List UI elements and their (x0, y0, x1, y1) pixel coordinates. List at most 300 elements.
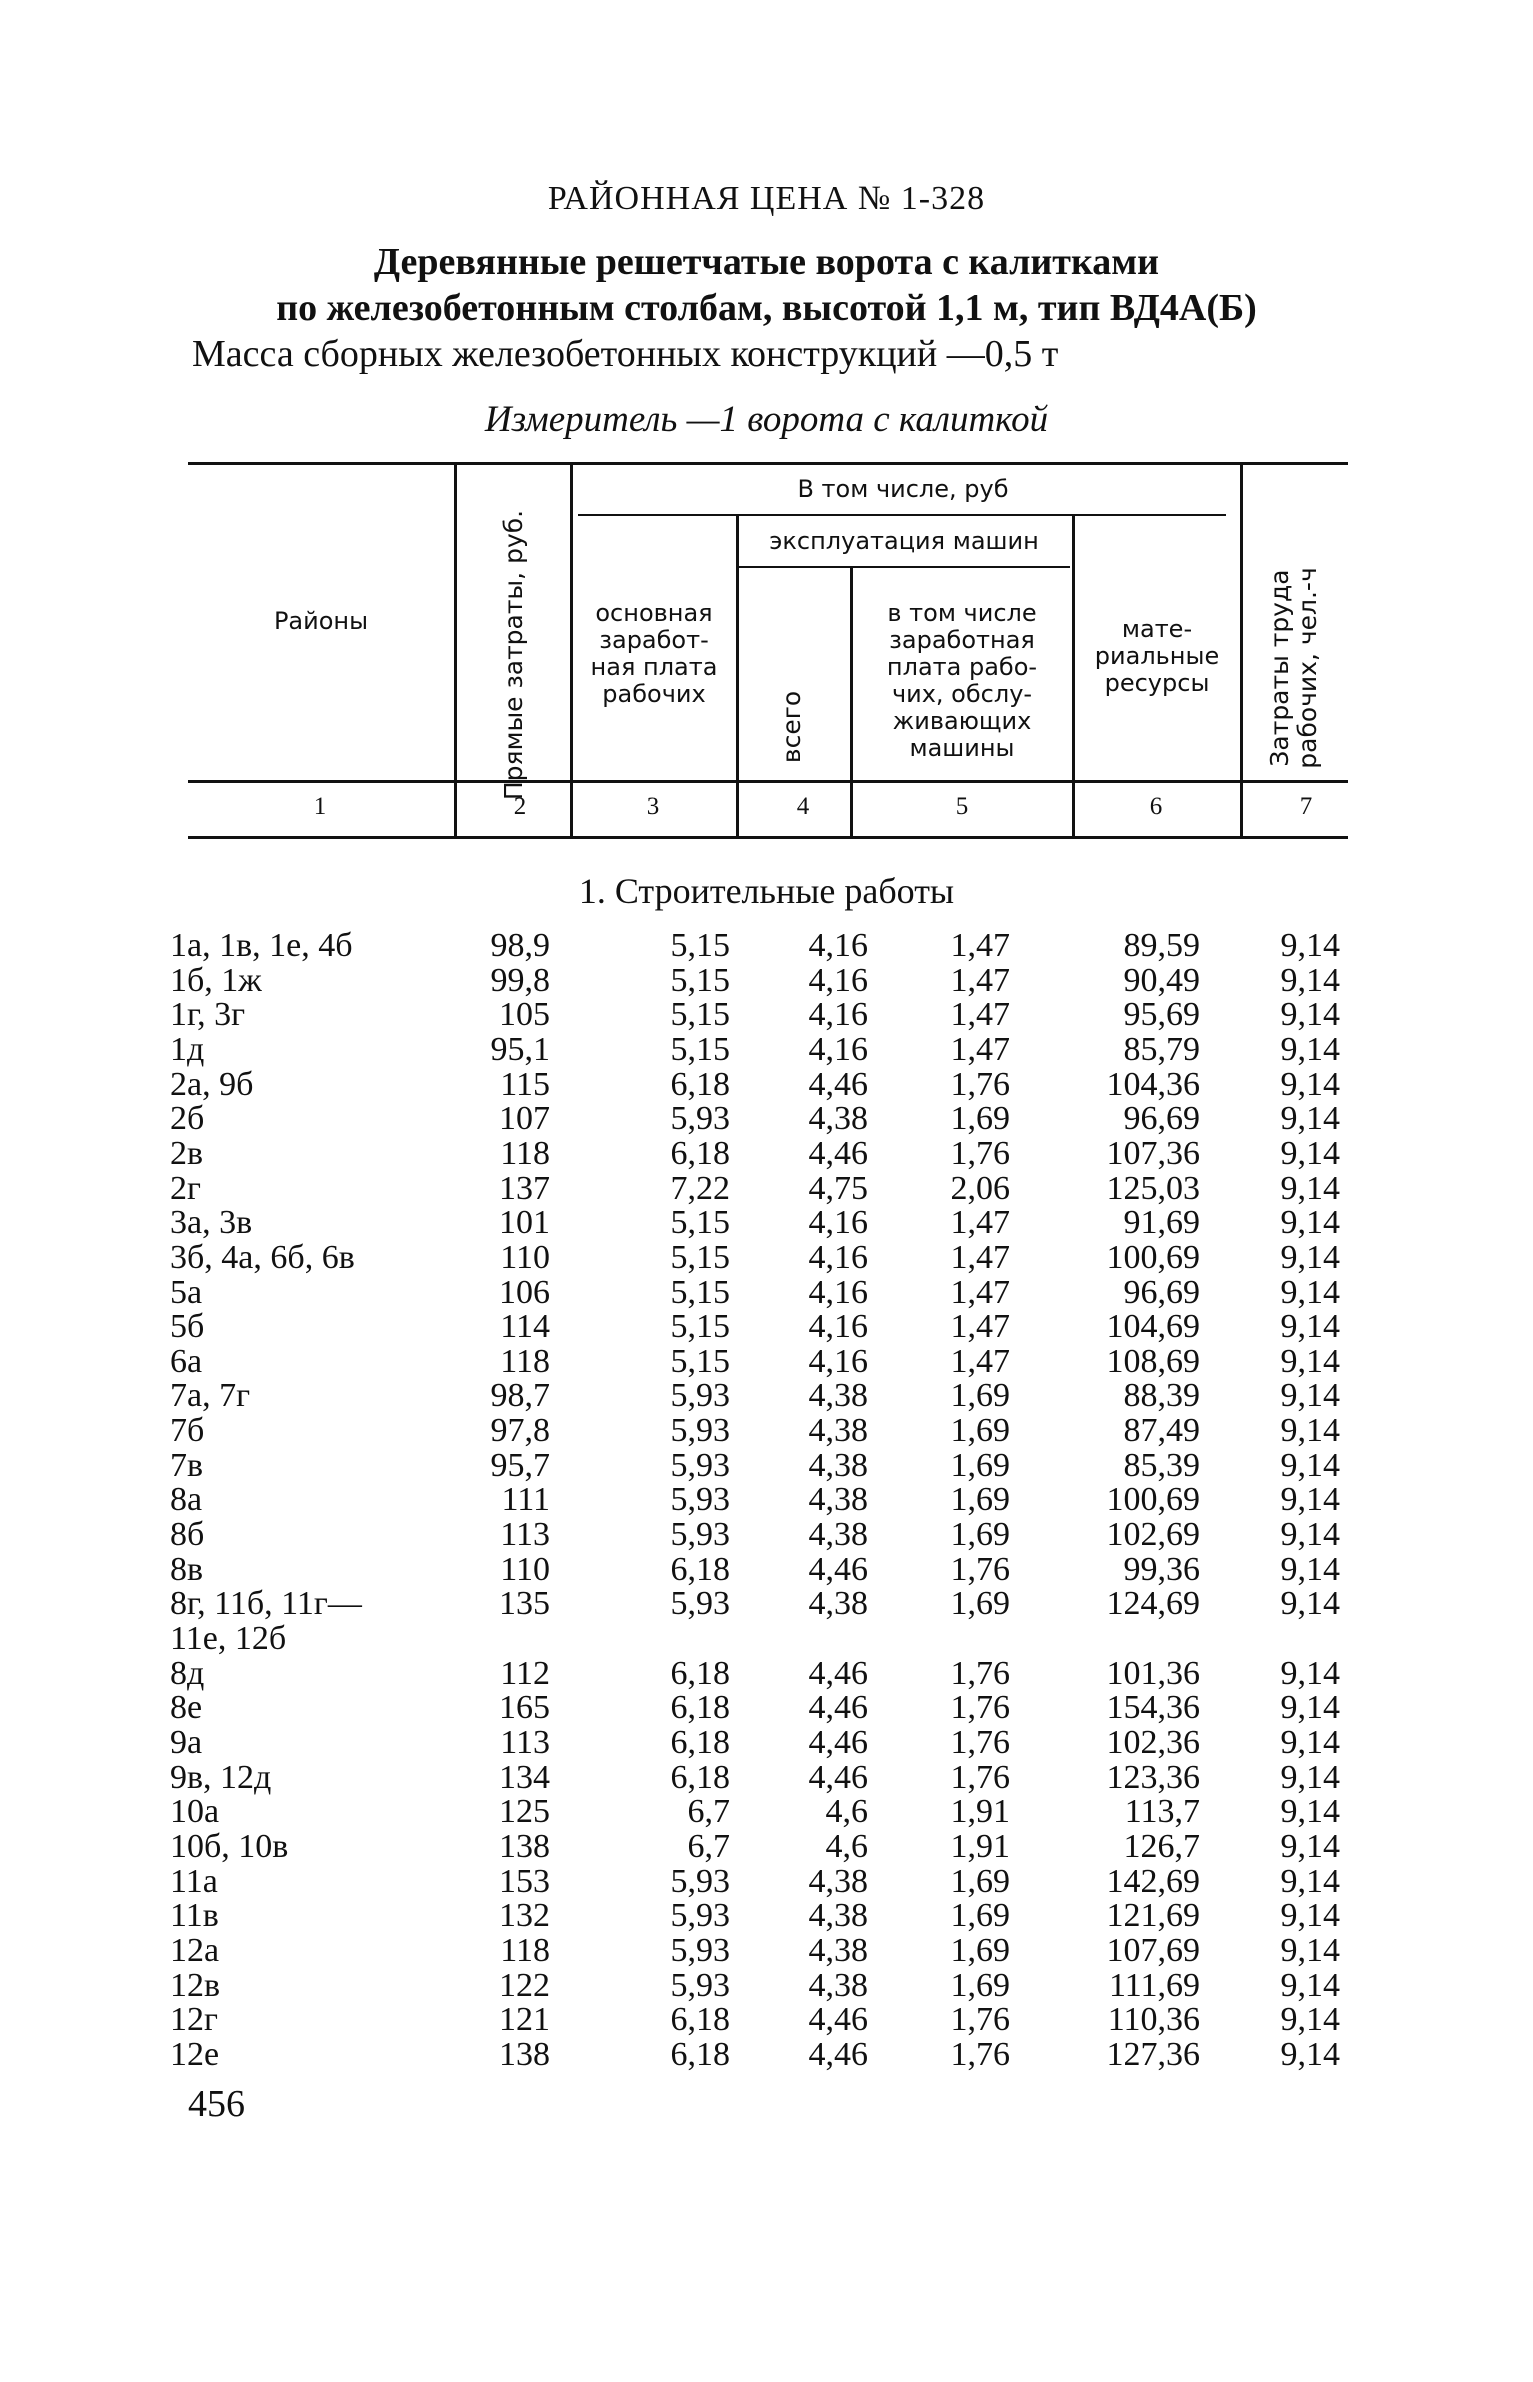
cell-machine-total: 4,38 (808, 1931, 868, 1969)
cell-materials: 102,69 (1106, 1516, 1200, 1554)
cell-direct-cost: 153 (499, 1862, 550, 1900)
cell-labor: 9,14 (1280, 1134, 1340, 1172)
cell-direct-cost: 95,7 (490, 1446, 550, 1484)
cell-machine-total: 4,46 (808, 1723, 868, 1761)
cell-district: 9а (170, 1723, 203, 1761)
cell-district: 7в (170, 1446, 204, 1484)
cell-materials: 110,36 (1107, 2001, 1200, 2039)
vtch-line-2: заработная (889, 626, 1035, 654)
table-row (0, 1931, 1533, 1969)
header-v-tom-chisle-zarplata (852, 600, 1072, 762)
cell-district: 9в, 12д (170, 1758, 272, 1796)
cell-machine-wage: 1,47 (950, 1308, 1010, 1346)
cell-district: 11а (170, 1862, 218, 1900)
cell-wage: 7,22 (670, 1169, 730, 1207)
cell-district: 7а, 7г (170, 1377, 251, 1415)
cell-machine-total: 4,16 (808, 927, 868, 964)
col-number-7: 7 (1299, 793, 1313, 820)
table-row (0, 1689, 1533, 1727)
cell-materials: 99,36 (1123, 1550, 1200, 1588)
cell-district: 10б, 10в (170, 1827, 289, 1865)
osnovnaya-line-3: ная плата (590, 653, 718, 681)
cell-machine-total: 4,16 (808, 996, 868, 1034)
cell-labor: 9,14 (1280, 1827, 1340, 1865)
cell-machine-wage: 1,69 (950, 1516, 1010, 1554)
cell-labor: 9,14 (1280, 1550, 1340, 1588)
cell-materials: 121,69 (1106, 1897, 1200, 1935)
cell-materials: 100,69 (1106, 1481, 1200, 1519)
cell-machine-wage: 1,69 (950, 1412, 1010, 1450)
cell-labor: 9,14 (1280, 1654, 1340, 1692)
title-line-1: Деревянные решетчатые ворота с калитками (373, 241, 1160, 283)
header-pryamye: Прямые затраты, руб. (499, 509, 528, 801)
cell-machine-total: 4,46 (808, 1654, 868, 1692)
table-row (0, 1620, 1533, 1657)
cell-labor: 9,14 (1280, 1481, 1340, 1519)
cell-machine-total: 4,6 (825, 1793, 868, 1831)
cell-machine-total: 4,38 (808, 1100, 868, 1138)
table-row (0, 1446, 1533, 1484)
cell-materials: 108,69 (1106, 1342, 1200, 1380)
table-row (0, 1793, 1533, 1831)
cell-labor: 9,14 (1280, 1723, 1340, 1761)
cell-district: 8а (170, 1481, 203, 1519)
section-title: 1. Строительные работы (578, 871, 955, 911)
table-row (0, 927, 1533, 964)
header-ekspluatatsiya: эксплуатация машин (769, 527, 1039, 555)
table-row (0, 1654, 1533, 1692)
cell-materials: 100,69 (1106, 1238, 1200, 1276)
cell-direct-cost: 110 (500, 1238, 550, 1276)
table-row (0, 1204, 1533, 1242)
cell-materials: 111,69 (1109, 1966, 1200, 2004)
cell-machine-wage: 1,47 (950, 961, 1010, 999)
mat-line-1: мате- (1121, 615, 1193, 643)
cell-wage: 6,18 (670, 1689, 730, 1727)
cell-labor: 9,14 (1280, 1273, 1340, 1311)
cell-district: 8г, 11б, 11г— (170, 1585, 362, 1623)
cell-materials: 102,36 (1106, 1723, 1200, 1761)
cell-machine-total: 4,38 (808, 1481, 868, 1519)
cell-materials: 125,03 (1106, 1169, 1200, 1207)
cell-direct-cost: 99,8 (490, 961, 550, 999)
table-row (0, 1827, 1533, 1865)
cell-machine-total: 4,46 (808, 2035, 868, 2073)
cell-labor: 9,14 (1280, 1100, 1340, 1138)
cell-labor: 9,14 (1280, 1516, 1340, 1554)
header-vsego: всего (777, 690, 806, 764)
cell-materials: 85,79 (1123, 1030, 1200, 1068)
mass-note: Масса сборных железобетонных конструкций —0,5 т (192, 333, 1059, 375)
cell-machine-total: 4,38 (808, 1377, 868, 1415)
header-v-tom-chisle: В том числе, руб (797, 475, 1009, 503)
vtch-line-5: живающих (892, 707, 1032, 735)
cell-wage: 5,93 (670, 1100, 730, 1138)
cell-labor: 9,14 (1280, 996, 1340, 1034)
cell-wage: 5,93 (670, 1377, 730, 1415)
cell-labor: 9,14 (1280, 1342, 1340, 1380)
cell-materials: 96,69 (1123, 1273, 1200, 1311)
cell-district: 1г, 3г (170, 996, 246, 1034)
col-number-2: 2 (513, 793, 527, 820)
cell-materials: 96,69 (1123, 1100, 1200, 1138)
cell-labor: 9,14 (1280, 1030, 1340, 1068)
cell-district: 2а, 9б (170, 1065, 254, 1103)
table-row (0, 1100, 1533, 1138)
header-materialy (1074, 616, 1240, 697)
cell-district: 12г (170, 2001, 218, 2039)
cell-district: 5а (170, 1273, 203, 1311)
cell-district: 8б (170, 1516, 205, 1554)
table-row (0, 2001, 1533, 2039)
cell-machine-wage: 1,47 (950, 1342, 1010, 1380)
cell-direct-cost: 98,7 (490, 1377, 550, 1415)
table-row (0, 1966, 1533, 2004)
cell-wage: 5,93 (670, 1862, 730, 1900)
header-top-rule (188, 462, 1348, 465)
cell-labor: 9,14 (1280, 1585, 1340, 1623)
cell-direct-cost: 105 (499, 996, 550, 1034)
cell-materials: 142,69 (1106, 1862, 1200, 1900)
cell-district: 1а, 1в, 1е, 4б (170, 927, 353, 964)
cell-wage: 5,93 (670, 1516, 730, 1554)
cell-labor: 9,14 (1280, 1204, 1340, 1242)
cell-district: 5б (170, 1308, 205, 1346)
v-tom-chisle-rule (578, 514, 1226, 516)
table-row (0, 1758, 1533, 1796)
cell-machine-wage: 1,47 (950, 927, 1010, 964)
cell-machine-wage: 1,47 (950, 1204, 1010, 1242)
cell-district: 2б (170, 1100, 205, 1138)
col-divider-3 (736, 516, 739, 836)
cell-labor: 9,14 (1280, 1966, 1340, 2004)
table-row (0, 1550, 1533, 1588)
cell-machine-wage: 1,76 (950, 1723, 1010, 1761)
cell-machine-wage: 1,76 (950, 2035, 1010, 2073)
measure-unit: Измеритель —1 ворота с калиткой (484, 399, 1049, 440)
cell-district: 8д (170, 1654, 205, 1692)
table-row (0, 1516, 1533, 1554)
cell-machine-wage: 1,47 (950, 1273, 1010, 1311)
cell-materials: 91,69 (1123, 1204, 1200, 1242)
cell-direct-cost: 137 (499, 1169, 550, 1207)
cell-wage: 5,15 (670, 1342, 730, 1380)
cell-district: 1б, 1ж (170, 961, 262, 999)
cell-materials: 113,7 (1124, 1793, 1200, 1831)
cell-labor: 9,14 (1280, 2001, 1340, 2039)
cell-machine-wage: 2,06 (950, 1169, 1010, 1207)
table-row (0, 1862, 1533, 1900)
osnovnaya-line-4: рабочих (602, 680, 706, 708)
table-row (0, 1308, 1533, 1346)
cell-wage: 5,93 (670, 1931, 730, 1969)
cell-wage: 5,15 (670, 961, 730, 999)
cell-wage: 6,18 (670, 2035, 730, 2073)
cell-wage: 5,15 (670, 1238, 730, 1276)
cell-materials: 104,69 (1106, 1308, 1200, 1346)
cell-materials: 101,36 (1106, 1654, 1200, 1692)
cell-machine-wage: 1,91 (950, 1827, 1010, 1865)
table-row (0, 1342, 1533, 1380)
cell-machine-total: 4,16 (808, 1342, 868, 1380)
cell-wage: 5,93 (670, 1585, 730, 1623)
cell-machine-total: 4,46 (808, 1065, 868, 1103)
cell-machine-total: 4,75 (808, 1169, 868, 1207)
cell-machine-wage: 1,69 (950, 1100, 1010, 1138)
cell-machine-wage: 1,76 (950, 1134, 1010, 1172)
mat-line-3: ресурсы (1104, 669, 1210, 697)
cell-wage: 6,18 (670, 1654, 730, 1692)
cell-labor: 9,14 (1280, 1169, 1340, 1207)
cell-direct-cost: 110 (500, 1550, 550, 1588)
cell-district: 2г (170, 1169, 201, 1207)
table-row (0, 1723, 1533, 1761)
cell-labor: 9,14 (1280, 1689, 1340, 1727)
cell-machine-wage: 1,69 (950, 1377, 1010, 1415)
header-zatraty-truda (1266, 528, 1322, 808)
table-row (0, 1134, 1533, 1172)
osnovnaya-line-2: заработ- (599, 626, 709, 654)
cell-labor: 9,14 (1280, 1897, 1340, 1935)
cell-wage: 6,7 (687, 1793, 730, 1831)
cell-wage: 5,15 (670, 1204, 730, 1242)
cell-materials: 127,36 (1106, 2035, 1200, 2073)
table-row (0, 1377, 1533, 1415)
cell-district: 6а (170, 1342, 203, 1380)
cell-district: 12а (170, 1931, 220, 1969)
cell-machine-total: 4,38 (808, 1862, 868, 1900)
cell-machine-wage: 1,76 (950, 2001, 1010, 2039)
cell-labor: 9,14 (1280, 1377, 1340, 1415)
cell-direct-cost: 122 (499, 1966, 550, 2004)
vtch-line-3: плата рабо- (886, 653, 1038, 681)
cell-materials: 123,36 (1106, 1758, 1200, 1796)
cell-machine-total: 4,38 (808, 1446, 868, 1484)
cell-direct-cost: 114 (500, 1308, 550, 1346)
cell-wage: 5,15 (670, 927, 730, 964)
cell-wage: 6,18 (670, 1723, 730, 1761)
cell-machine-wage: 1,47 (950, 996, 1010, 1034)
cell-labor: 9,14 (1280, 1065, 1340, 1103)
cell-machine-total: 4,6 (825, 1827, 868, 1865)
cell-machine-wage: 1,91 (950, 1793, 1010, 1831)
cell-materials: 95,69 (1123, 996, 1200, 1034)
table-row (0, 996, 1533, 1034)
cell-labor: 9,14 (1280, 1412, 1340, 1450)
cell-direct-cost: 118 (500, 1342, 550, 1380)
cell-labor: 9,14 (1280, 1308, 1340, 1346)
cell-wage: 6,18 (670, 1134, 730, 1172)
cell-machine-total: 4,16 (808, 961, 868, 999)
cell-machine-total: 4,16 (808, 1238, 868, 1276)
cell-machine-total: 4,46 (808, 1550, 868, 1588)
cell-district: 7б (170, 1412, 205, 1450)
cell-direct-cost: 165 (499, 1689, 550, 1727)
cell-direct-cost: 106 (499, 1273, 550, 1311)
cell-district: 3а, 3в (170, 1204, 253, 1242)
table-row (0, 1897, 1533, 1935)
cell-direct-cost: 95,1 (490, 1030, 550, 1068)
cell-materials: 154,36 (1106, 1689, 1200, 1727)
cell-labor: 9,14 (1280, 2035, 1340, 2073)
cell-district: 2в (170, 1134, 204, 1172)
cell-machine-total: 4,38 (808, 1585, 868, 1623)
cell-materials: 107,69 (1106, 1931, 1200, 1969)
cell-district: 3б, 4а, 6б, 6в (170, 1238, 355, 1276)
vtch-line-4: чих, обслу- (891, 680, 1033, 708)
cell-machine-total: 4,16 (808, 1308, 868, 1346)
zatraty-line-2: рабочих, чел.-ч (1293, 567, 1322, 769)
col-number-4: 4 (796, 793, 810, 820)
cell-wage: 5,15 (670, 1273, 730, 1311)
vtch-line-1: в том числе (887, 599, 1037, 627)
cell-wage: 6,7 (687, 1827, 730, 1865)
table-row (0, 1238, 1533, 1276)
col-number-6: 6 (1149, 793, 1163, 820)
cell-wage: 5,93 (670, 1446, 730, 1484)
cell-labor: 9,14 (1280, 1238, 1340, 1276)
cell-labor: 9,14 (1280, 1931, 1340, 1969)
table-row (0, 961, 1533, 999)
ekspluatatsiya-rule (736, 566, 1070, 568)
cell-machine-wage: 1,69 (950, 1481, 1010, 1519)
cell-wage: 6,18 (670, 1758, 730, 1796)
cell-machine-total: 4,46 (808, 2001, 868, 2039)
cell-direct-cost: 138 (499, 2035, 550, 2073)
table-row (0, 1585, 1533, 1623)
cell-machine-total: 4,38 (808, 1897, 868, 1935)
cell-direct-cost: 135 (499, 1585, 550, 1623)
cell-district: 12е (170, 2035, 220, 2073)
cell-district: 1д (170, 1030, 205, 1068)
cell-district: 11в (170, 1897, 219, 1935)
cell-wage: 5,93 (670, 1481, 730, 1519)
cell-wage: 5,15 (670, 996, 730, 1034)
cell-labor: 9,14 (1280, 1793, 1340, 1831)
cell-machine-total: 4,38 (808, 1516, 868, 1554)
cell-materials: 90,49 (1123, 961, 1200, 999)
col-divider-1 (454, 462, 457, 836)
col-divider-6 (1240, 462, 1243, 836)
cell-materials: 85,39 (1123, 1446, 1200, 1484)
cell-materials: 126,7 (1123, 1827, 1200, 1865)
col-number-3: 3 (646, 793, 660, 820)
cell-materials: 124,69 (1106, 1585, 1200, 1623)
header-rayony: Районы (273, 607, 369, 635)
cell-direct-cost: 112 (500, 1654, 550, 1692)
numbers-bottom-rule (188, 836, 1348, 839)
cell-wage: 6,18 (670, 2001, 730, 2039)
cell-direct-cost: 134 (499, 1758, 550, 1796)
cell-materials: 88,39 (1123, 1377, 1200, 1415)
col-number-1: 1 (313, 793, 327, 820)
cell-machine-wage: 1,69 (950, 1862, 1010, 1900)
table-row (0, 1030, 1533, 1068)
cell-wage: 6,18 (670, 1550, 730, 1588)
cell-labor: 9,14 (1280, 1758, 1340, 1796)
cell-machine-total: 4,46 (808, 1134, 868, 1172)
cell-machine-total: 4,38 (808, 1412, 868, 1450)
cell-machine-wage: 1,47 (950, 1030, 1010, 1068)
cell-direct-cost: 101 (499, 1204, 550, 1242)
osnovnaya-line-1: основная (595, 599, 713, 627)
cell-machine-wage: 1,76 (950, 1654, 1010, 1692)
cell-district: 8в (170, 1550, 204, 1588)
cell-machine-wage: 1,76 (950, 1758, 1010, 1796)
cell-direct-cost: 125 (499, 1793, 550, 1831)
table-row (0, 1065, 1533, 1103)
cell-machine-wage: 1,47 (950, 1238, 1010, 1276)
cell-wage: 5,93 (670, 1897, 730, 1935)
col-number-5: 5 (955, 793, 969, 820)
cell-machine-total: 4,16 (808, 1204, 868, 1242)
cell-direct-cost: 118 (500, 1134, 550, 1172)
cell-wage: 5,93 (670, 1966, 730, 2004)
cell-wage: 5,15 (670, 1030, 730, 1068)
table-row (0, 1273, 1533, 1311)
cell-machine-wage: 1,76 (950, 1550, 1010, 1588)
cell-direct-cost: 121 (499, 2001, 550, 2039)
cell-direct-cost: 118 (500, 1931, 550, 1969)
cell-machine-wage: 1,76 (950, 1689, 1010, 1727)
cell-materials: 87,49 (1123, 1412, 1200, 1450)
title-line-2: по железобетонным столбам, высотой 1,1 м, тип ВД4А(Б) (276, 287, 1257, 329)
cell-machine-wage: 1,69 (950, 1931, 1010, 1969)
zatraty-line-1: Затраты труда (1265, 569, 1294, 767)
cell-direct-cost: 113 (500, 1516, 550, 1554)
cell-district: 10а (170, 1793, 220, 1831)
cell-materials: 107,36 (1106, 1134, 1200, 1172)
cell-machine-wage: 1,69 (950, 1446, 1010, 1484)
cell-direct-cost: 111 (501, 1481, 550, 1519)
table-row (0, 1412, 1533, 1450)
cell-labor: 9,14 (1280, 961, 1340, 999)
header-bottom-rule (188, 780, 1348, 783)
cell-machine-total: 4,46 (808, 1758, 868, 1796)
cell-machine-wage: 1,69 (950, 1966, 1010, 2004)
cell-machine-total: 4,16 (808, 1030, 868, 1068)
page-number: 456 (188, 2083, 245, 2125)
cell-direct-cost: 97,8 (490, 1412, 550, 1450)
cell-machine-wage: 1,69 (950, 1585, 1010, 1623)
cell-direct-cost: 107 (499, 1100, 550, 1138)
header-osnovnaya (572, 600, 736, 708)
table-row (0, 1481, 1533, 1519)
cell-district: 11е, 12б (170, 1620, 287, 1657)
mat-line-2: риальные (1094, 642, 1220, 670)
table-row (0, 1169, 1533, 1207)
cell-district: 12в (170, 1966, 221, 2004)
cell-direct-cost: 138 (499, 1827, 550, 1865)
cell-machine-wage: 1,69 (950, 1897, 1010, 1935)
table-row (0, 2035, 1533, 2073)
cell-machine-total: 4,16 (808, 1273, 868, 1311)
cell-direct-cost: 98,9 (490, 927, 550, 964)
cell-district: 8е (170, 1689, 203, 1727)
cell-direct-cost: 113 (500, 1723, 550, 1761)
cell-materials: 89,59 (1123, 927, 1200, 964)
vtch-line-6: машины (909, 734, 1015, 762)
cell-wage: 5,93 (670, 1412, 730, 1450)
cell-labor: 9,14 (1280, 1862, 1340, 1900)
price-header: РАЙОННАЯ ЦЕНА № 1-328 (547, 180, 986, 217)
cell-direct-cost: 115 (500, 1065, 550, 1103)
cell-materials: 104,36 (1106, 1065, 1200, 1103)
cell-direct-cost: 132 (499, 1897, 550, 1935)
cell-wage: 6,18 (670, 1065, 730, 1103)
cell-machine-total: 4,38 (808, 1966, 868, 2004)
cell-labor: 9,14 (1280, 1446, 1340, 1484)
